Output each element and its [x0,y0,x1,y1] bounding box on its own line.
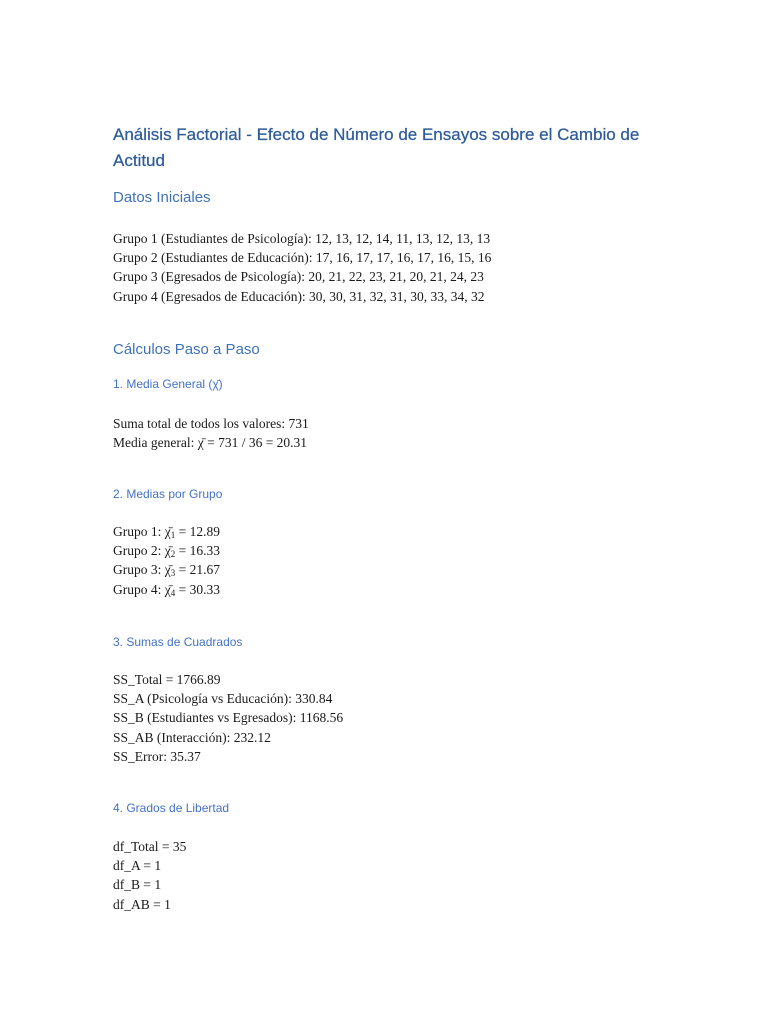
ss-ab-line: SS_AB (Interacción): 232.12 [113,729,271,745]
datos-list [113,229,491,306]
media-general-line: Media general: χ̄ = 731 / 36 = 20.31 [113,435,308,451]
medias-grupo-block [113,522,220,599]
ss-b-line: SS_B (Estudiantes vs Egresados): 1168.56 [113,710,344,726]
df-ab-line: df_AB = 1 [113,896,171,912]
media-grupo-1: Grupo 1: $\chī_1 = 12.89$ [113,524,220,540]
ss-a-line: SS_A (Psicología vs Educación): 330.84 [113,691,333,707]
df-total-line: df_Total = 35 [113,839,187,854]
ss-total-line: SS_Total = 1766.89 [113,672,221,687]
datos-line-grupo-4: Grupo 4 (Egresados de Educación): 30, 30, 31, 32, 31, 30, 33, 34, 32 [113,288,485,304]
datos-line-grupo-2: Grupo 2 (Estudiantes de Educación): 17, 16, 17, 17, 16, 17, 16, 15, 16 [113,250,492,266]
document-content [113,122,673,912]
sumas-cuadrados-block [113,670,343,766]
media-general-block [113,414,309,452]
heading-medias-grupo: 2. Medias por Grupo [113,487,223,501]
media-grupo-3: Grupo 3: $\chī_3 = 21.67$ [113,562,220,579]
heading-calculos: Cálculos Paso a Paso [113,341,260,358]
heading-datos-iniciales: Datos Iniciales [113,189,211,206]
datos-line-grupo-1: Grupo 1 (Estudiantes de Psicología): 12, 13, 12, 14, 11, 13, 12, 13, 13 [113,231,491,246]
ss-error-line: SS_Error: 35.37 [113,748,201,764]
heading-media-general: 1. Media General (χ̄) [113,377,223,391]
df-b-line: df_B = 1 [113,877,162,893]
grados-libertad-block [113,837,186,914]
page-title: Análisis Factorial - Efecto de Número de Ensayos sobre el Cambio de Actitud [113,125,640,170]
media-grupo-2: Grupo 2: $\chī_2 = 16.33$ [113,543,220,560]
heading-grados-libertad: 4. Grados de Libertad [113,801,230,815]
media-grupo-4: Grupo 4: $\chī_4 = 30.33$ [113,581,220,598]
heading-sumas-cuadrados: 3. Sumas de Cuadrados [113,635,243,649]
datos-line-grupo-3: Grupo 3 (Egresados de Psicología): 20, 21, 22, 23, 21, 20, 21, 24, 23 [113,269,484,285]
suma-total-line: Suma total de todos los valores: 731 [113,416,309,431]
df-a-line: df_A = 1 [113,858,162,874]
